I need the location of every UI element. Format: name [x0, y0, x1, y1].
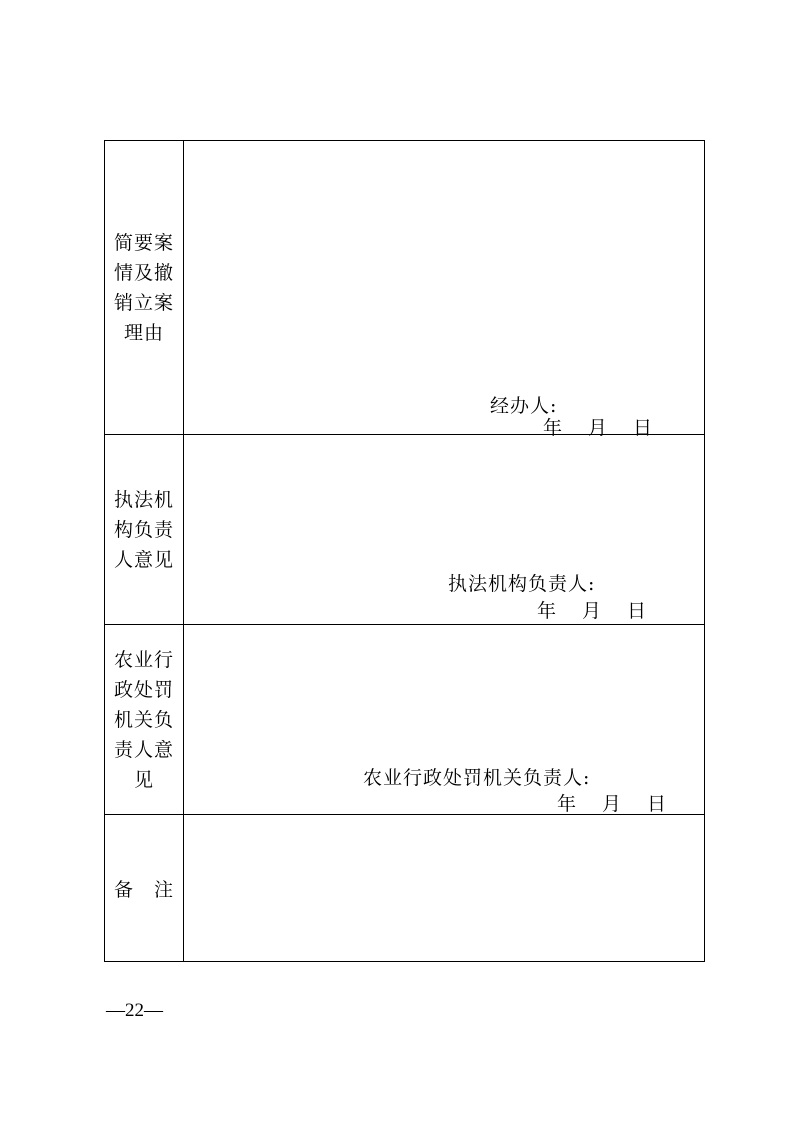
authority-head-signature-label: 农业行政处罚机关负责人: [363, 767, 591, 789]
content-cell-enforcement-opinion[interactable] [184, 435, 704, 624]
form-row-authority-opinion [105, 625, 704, 815]
date-year: 年 [537, 600, 557, 622]
content-cell-case-summary[interactable] [184, 141, 704, 439]
label-enforcement-opinion: 执法机构负责人意见 [114, 488, 175, 571]
content-cell-remarks[interactable] [184, 815, 704, 961]
form-row-enforcement-opinion [105, 435, 704, 625]
content-cell-authority-opinion[interactable] [184, 625, 704, 814]
enforcement-date [537, 596, 646, 623]
date-month: 月 [602, 793, 622, 815]
revocation-form-table [104, 140, 705, 962]
form-row-case-summary [105, 141, 704, 439]
page-number: —22— [106, 1000, 163, 1021]
handler-signature-label: 经办人: [490, 395, 558, 417]
label-cell-remarks [105, 815, 184, 961]
label-authority-opinion: 农业行政处罚机关负责人意见 [114, 648, 175, 791]
date-day: 日 [633, 417, 653, 439]
date-year: 年 [543, 417, 563, 439]
label-remarks [114, 875, 174, 902]
date-day: 日 [627, 600, 647, 622]
label-remarks-char-2: 注 [153, 878, 174, 901]
date-month: 月 [582, 600, 602, 622]
label-cell-enforcement-opinion [105, 435, 184, 624]
label-cell-case-summary [105, 141, 184, 434]
label-cell-authority-opinion [105, 625, 184, 814]
form-row-remarks [105, 815, 704, 961]
date-month: 月 [588, 417, 608, 439]
label-remarks-char-1: 备 [114, 878, 135, 901]
date-year: 年 [557, 793, 577, 815]
authority-date [557, 789, 666, 816]
date-day: 日 [647, 793, 667, 815]
label-case-summary: 简要案情及撤销立案理由 [114, 231, 175, 344]
enforcement-head-signature-label: 执法机构负责人: [448, 573, 596, 595]
